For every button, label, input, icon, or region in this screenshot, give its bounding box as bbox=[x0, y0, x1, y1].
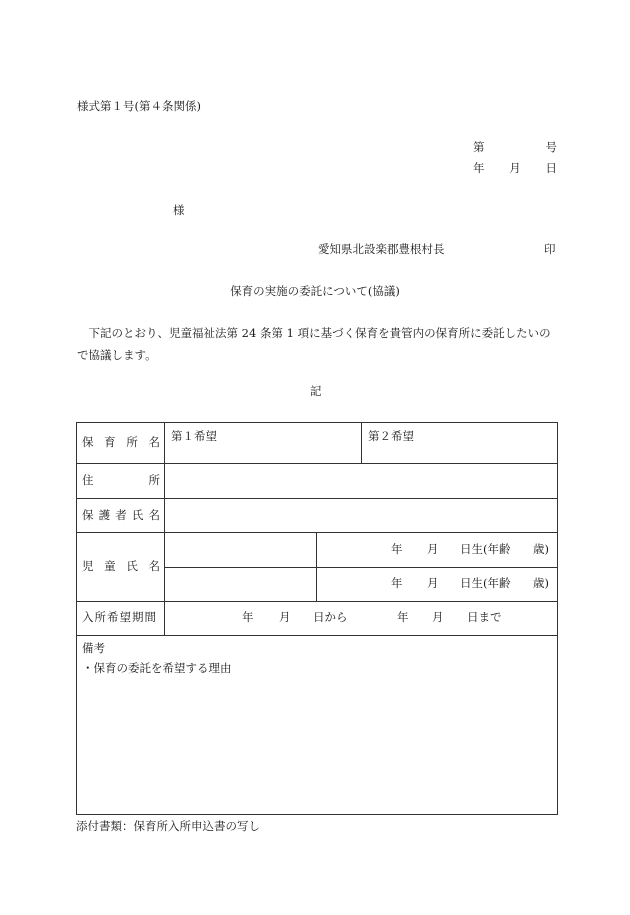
addressee-suffix: 様 bbox=[173, 203, 185, 217]
label-char: 児 bbox=[82, 559, 94, 573]
document-number-line bbox=[473, 142, 557, 154]
table-rule bbox=[76, 635, 558, 636]
period-to-day: 日まで bbox=[467, 610, 502, 624]
period-to-month: 月 bbox=[432, 610, 444, 624]
label-char: 童 bbox=[104, 559, 116, 573]
label-char: 所 bbox=[126, 435, 138, 449]
form-number: 様式第１号(第４条関係) bbox=[77, 99, 201, 113]
guardian-label bbox=[82, 510, 160, 522]
table-label-divider bbox=[164, 422, 165, 636]
period-label: 入所希望期間 bbox=[82, 610, 157, 624]
period-to-year: 年 bbox=[397, 610, 409, 624]
child-label bbox=[82, 561, 160, 573]
label-char: 者 bbox=[115, 508, 127, 522]
birth-age: 歳) bbox=[533, 576, 549, 590]
birth-day: 日生(年齢 bbox=[460, 542, 511, 556]
facility-label bbox=[82, 437, 160, 449]
label-char: 住 bbox=[82, 473, 94, 487]
table-border-bottom bbox=[76, 814, 558, 815]
remarks-reason: ・保育の委託を希望する理由 bbox=[82, 661, 232, 675]
ki-heading: 記 bbox=[310, 384, 322, 398]
label-char: 育 bbox=[104, 435, 116, 449]
facility-choice-1: 第１希望 bbox=[171, 429, 217, 443]
period-from-month: 月 bbox=[279, 610, 291, 624]
document-title: 保育の実施の委託について(協議) bbox=[230, 284, 400, 298]
table-border-right bbox=[557, 422, 558, 815]
label-char: 護 bbox=[98, 508, 111, 522]
table-rule bbox=[164, 567, 558, 568]
label-char: 氏 bbox=[126, 559, 138, 573]
birth-year: 年 bbox=[391, 576, 403, 590]
birth-year: 年 bbox=[391, 542, 403, 556]
birth-month: 月 bbox=[427, 576, 439, 590]
attachment-note: 添付書類：保育所入所申込書の写し bbox=[76, 819, 260, 833]
issuer-name: 愛知県北設楽郡豊根村長 bbox=[318, 242, 445, 256]
date-line bbox=[473, 163, 557, 175]
birth-age: 歳) bbox=[533, 542, 549, 556]
label-char: 保 bbox=[82, 508, 94, 522]
date-year: 年 bbox=[473, 161, 485, 175]
address-label bbox=[82, 475, 160, 487]
table-rule bbox=[76, 601, 558, 602]
label-char: 名 bbox=[148, 508, 160, 522]
table-child-divider bbox=[316, 532, 317, 602]
table-border-left bbox=[76, 422, 77, 815]
period-from-day: 日から bbox=[313, 610, 348, 624]
label-char: 名 bbox=[148, 435, 160, 449]
facility-choice-2: 第２希望 bbox=[368, 429, 414, 443]
table-choice-divider bbox=[361, 422, 362, 464]
date-day: 日 bbox=[545, 161, 557, 175]
table-rule bbox=[76, 498, 558, 499]
birth-day: 日生(年齢 bbox=[460, 576, 511, 590]
table-rule bbox=[76, 463, 558, 464]
doc-number-prefix: 第 bbox=[473, 140, 485, 154]
period-from-year: 年 bbox=[242, 610, 254, 624]
seal-mark: 印 bbox=[544, 242, 556, 256]
table-border-top bbox=[76, 422, 558, 423]
date-month: 月 bbox=[509, 161, 521, 175]
label-char: 所 bbox=[148, 473, 160, 487]
label-char: 氏 bbox=[131, 508, 144, 522]
label-char: 名 bbox=[148, 559, 160, 573]
label-char: 保 bbox=[82, 435, 94, 449]
body-paragraph: 下記のとおり、児童福祉法第 24 条第 1 項に基づく保育を貴管内の保育所に委託したいので協議します。 bbox=[77, 326, 551, 362]
remarks-label: 備考 bbox=[82, 641, 105, 655]
doc-number-suffix: 号 bbox=[545, 140, 557, 154]
table-rule bbox=[76, 532, 558, 533]
birth-month: 月 bbox=[427, 542, 439, 556]
